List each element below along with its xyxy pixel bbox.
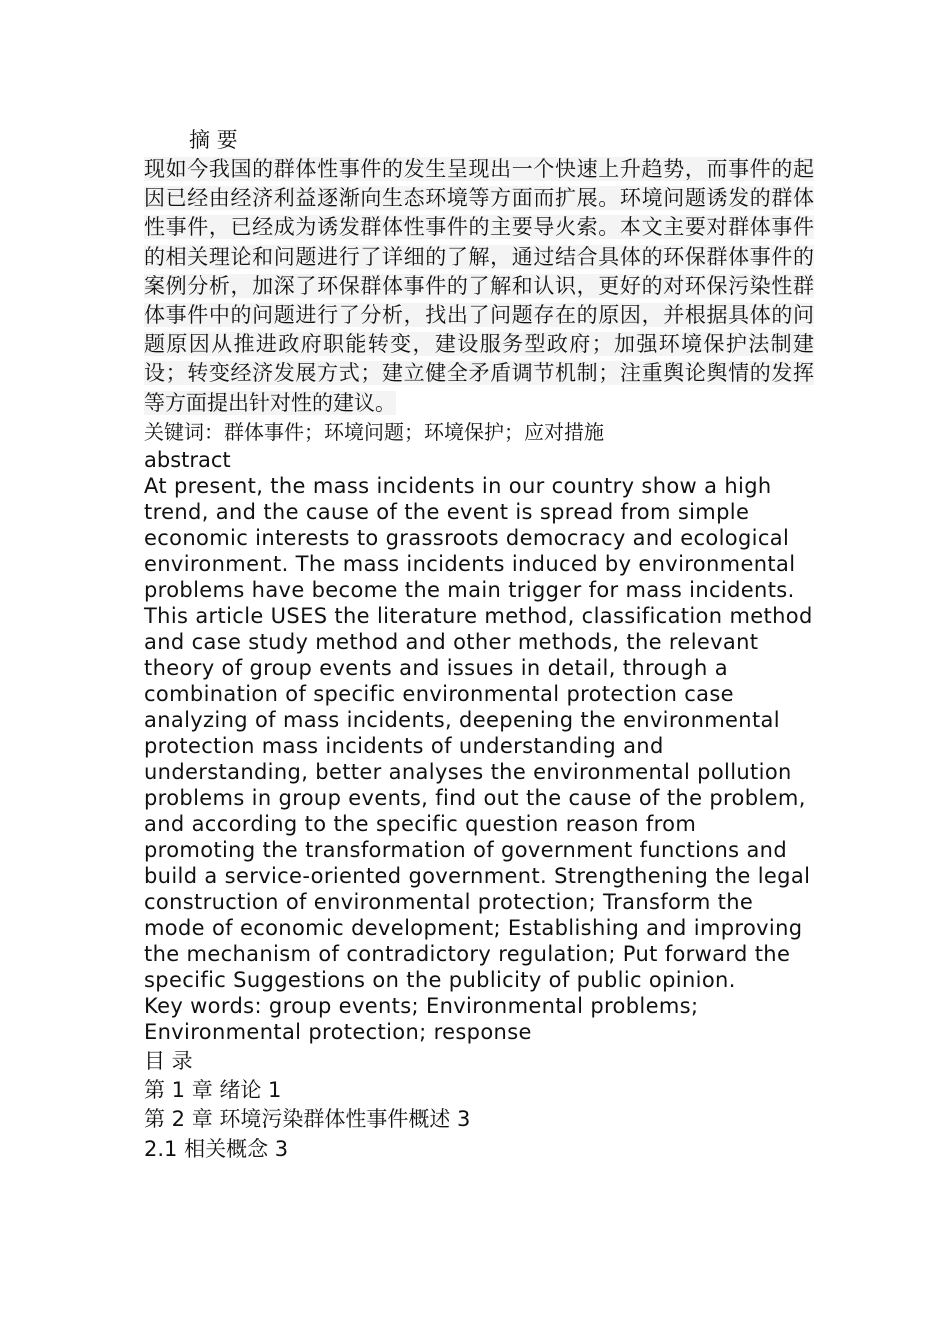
- toc-item: 第 2 章 环境污染群体性事件概述 3: [144, 1107, 471, 1132]
- en-abstract-body: At present, the mass incidents in our country show a high trend, and the cause of the event is spread from simple economic interests to grassroots democracy and ecological environment. The mass incidents induced by environmental problems have become the main trigger for mass incidents. This article USES the literature method, classification method and case study method and other methods, the relevant theory of group events and issues in detail, through a combination of specific environmental protection case analyzing of mass incidents, deepening the environmental protection mass incidents of understanding and understanding, better analyses the environmental pollution problems in group events, find out the cause of the problem, and according to the specific question reason from promoting the transformation of government functions and build a service-oriented government. Strengthening the legal construction of environmental protection; Transform the mode of economic development; Establishing and improving the mechanism of contradictory regulation; Put forward the specific Suggestions on the publicity of public opinion.: [144, 473, 813, 992]
- toc-item: 第 1 章 绪论 1: [144, 1077, 282, 1102]
- cn-abstract-title: 摘 要: [189, 128, 238, 152]
- en-keywords: Key words: group events; Environmental problems; Environmental protection; response: [144, 993, 699, 1044]
- cn-abstract-body-text: 现如今我国的群体性事件的发生呈现出一个快速上升趋势，而事件的起因已经由经济利益逐渐向生态环境等方面而扩展。环境问题诱发的群体性事件，已经成为诱发群体性事件的主要导火索。本文主要对群体事件的相关理论和问题进行了详细的了解，通过结合具体的环保群体事件的案例分析，加深了环保群体事件的了解和认识，更好的对环保污染性群体事件中的问题进行了分析，找出了问题存在的原因，并根据具体的问题原因从推进政府职能转变，建设服务型政府；加强环境保护法制建设；转变经济发展方式；建立健全矛盾调节机制；注重舆论舆情的发挥等方面提出针对性的建议。: [144, 157, 814, 415]
- document-page: [144, 126, 814, 1164]
- cn-keywords: 关键词：群体事件；环境问题；环境保护；应对措施: [144, 419, 604, 444]
- toc-item: 2.1 相关概念 3: [144, 1136, 289, 1161]
- toc-title: 目 录: [144, 1048, 193, 1073]
- cn-abstract-body: [144, 155, 814, 418]
- en-abstract-title: abstract: [144, 447, 231, 472]
